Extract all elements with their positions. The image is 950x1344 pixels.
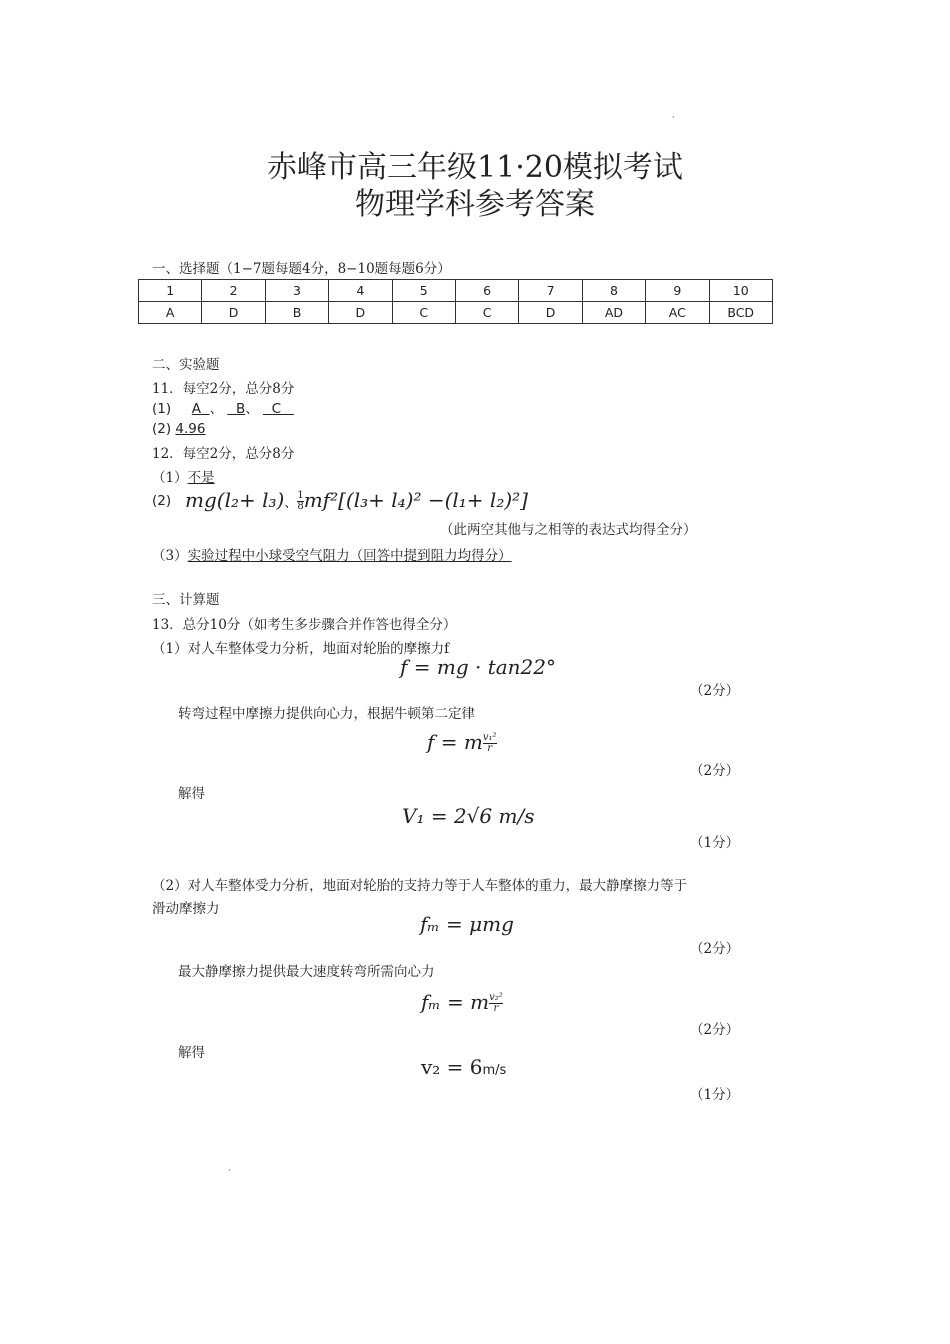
q11-part2 bbox=[152, 421, 205, 437]
q11-part1 bbox=[152, 397, 294, 417]
fraction: $\frac{1}{8}$ bbox=[297, 490, 304, 512]
score-label: （2分） bbox=[690, 1022, 740, 1038]
q13-p1-text: （1）对人车整体受力分析，地面对轮胎的摩擦力f bbox=[152, 641, 450, 657]
score-label: （2分） bbox=[690, 941, 740, 957]
q12-formula-b: mf²[(l₃+ l₄)² −(l₁+ l₂)²] bbox=[303, 488, 528, 512]
answer-table bbox=[138, 279, 773, 324]
table-cell: BCD bbox=[709, 302, 772, 324]
q12-p1-label: （1） bbox=[152, 470, 188, 486]
q12-p3-label: （3） bbox=[152, 548, 188, 564]
stray-dot: · bbox=[228, 1166, 231, 1175]
table-cell: C bbox=[455, 302, 518, 324]
score-label: （2分） bbox=[690, 763, 740, 779]
table-cell: 6 bbox=[455, 280, 518, 302]
q12-part1 bbox=[152, 466, 215, 486]
section3-heading: 三、计算题 bbox=[152, 592, 220, 608]
table-header-row bbox=[139, 280, 773, 302]
q11-p1-answer-b: B bbox=[235, 401, 246, 417]
table-cell: AD bbox=[582, 302, 645, 324]
table-cell: AC bbox=[646, 302, 709, 324]
score-label: （1分） bbox=[690, 1087, 740, 1103]
section2-heading: 二、实验题 bbox=[152, 357, 220, 373]
score-label: （2分） bbox=[690, 683, 740, 699]
q12-p3-answer: 实验过程中小球受空气阻力（回答中提到阻力均得分） bbox=[187, 548, 512, 564]
q12-part3 bbox=[152, 544, 512, 564]
q13-text5: 最大静摩擦力提供最大速度转弯所需向心力 bbox=[178, 964, 435, 980]
q11-p2-answer: 4.96 bbox=[175, 421, 206, 437]
q12-formula-sep: 、 bbox=[284, 496, 298, 511]
page-subtitle: 物理学科参考答案 bbox=[355, 187, 595, 222]
table-answer-row bbox=[139, 302, 773, 324]
q13-text3: 解得 bbox=[178, 786, 205, 802]
table-cell: D bbox=[329, 302, 392, 324]
stray-dot: · bbox=[672, 113, 675, 122]
q13-text2: 转弯过程中摩擦力提供向心力，根据牛顿第二定律 bbox=[178, 706, 475, 722]
q11-p1-answer-a: A bbox=[191, 401, 201, 417]
table-cell: 2 bbox=[202, 280, 265, 302]
q11-p1-label: (1) bbox=[152, 401, 172, 417]
q12-p2-label: (2) bbox=[152, 493, 172, 509]
q13-text6: 解得 bbox=[178, 1045, 205, 1061]
q13-title: 13．总分10分（如考生多步骤合并作答也得全分） bbox=[152, 617, 457, 633]
q11-p1-sep: 、 bbox=[245, 401, 259, 417]
table-cell: B bbox=[265, 302, 328, 324]
page-title: 赤峰市高三年级11·20模拟考试 bbox=[267, 150, 683, 185]
q12-p1-answer: 不是 bbox=[187, 470, 215, 486]
table-cell: 5 bbox=[392, 280, 455, 302]
q11-p1-sep: 、 bbox=[209, 401, 224, 417]
table-cell: C bbox=[392, 302, 455, 324]
equation-6: v₂ = 6m/s bbox=[421, 1055, 507, 1079]
q12-p2-note: （此两空其他与之相等的表达式均得全分） bbox=[440, 522, 697, 538]
table-cell: 3 bbox=[265, 280, 328, 302]
table-cell: D bbox=[519, 302, 582, 324]
table-cell: D bbox=[202, 302, 265, 324]
q12-p2-formula bbox=[185, 488, 528, 512]
q13-p2-text-line2: 滑动摩擦力 bbox=[152, 901, 220, 917]
table-cell: 1 bbox=[139, 280, 202, 302]
table-cell: 7 bbox=[519, 280, 582, 302]
equation-5: fₘ = m $\frac{\text{v₂²}}{r}$ bbox=[421, 990, 503, 1014]
equation-3: V₁ = 2√6 m/s bbox=[402, 804, 535, 828]
score-label: （1分） bbox=[690, 835, 740, 851]
table-cell: 10 bbox=[709, 280, 772, 302]
table-cell: 4 bbox=[329, 280, 392, 302]
table-cell: 9 bbox=[646, 280, 709, 302]
table-cell: A bbox=[139, 302, 202, 324]
q11-p1-answer-c: C bbox=[271, 401, 282, 417]
q12-formula-a: mg(l₂+ l₃) bbox=[185, 488, 285, 512]
q11-title: 11．每空2分，总分8分 bbox=[152, 381, 295, 397]
q12-title: 12．每空2分，总分8分 bbox=[152, 446, 295, 462]
table-cell: 8 bbox=[582, 280, 645, 302]
section1-heading: 一、选择题（1−7题每题4分，8−10题每题6分） bbox=[152, 261, 451, 277]
equation-2: f = m $\frac{\text{v₁²}}{r}$ bbox=[427, 730, 497, 754]
q11-p2-label: (2) bbox=[152, 421, 172, 437]
equation-4: fₘ = μmg bbox=[420, 912, 514, 936]
equation-1: f = mg · tan22° bbox=[400, 655, 557, 679]
q13-p2-text-line1: （2）对人车整体受力分析，地面对轮胎的支持力等于人车整体的重力，最大静摩擦力等于 bbox=[152, 878, 688, 894]
